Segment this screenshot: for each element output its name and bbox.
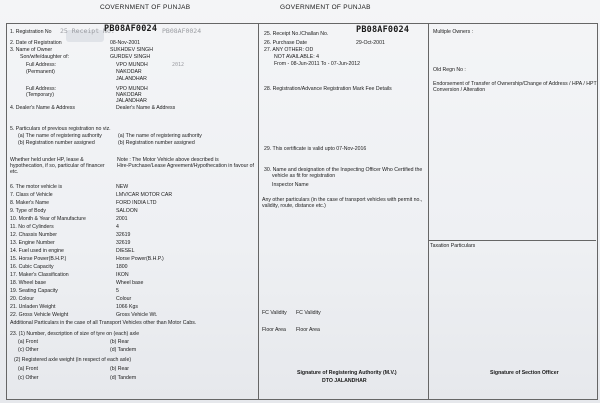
- body-label: 9. Type of Body: [10, 208, 46, 214]
- reg-date-label: 2. Date of Registration: [10, 40, 62, 46]
- colour-label: 20. Colour: [10, 296, 34, 302]
- tyre-label: 23. (1) Number, description of size of tyre on (each) axle: [10, 331, 140, 337]
- fc-validity-label: FC Validity: [262, 310, 287, 316]
- inspecting-officer-line-1: 30. Name and designation of the Inspecting Officer Who Certified the: [264, 167, 423, 173]
- axle-label: (2) Registered axle weight (in respect of each axle): [14, 357, 132, 363]
- maker-value: FORD INDIA LTD: [116, 200, 157, 206]
- temp-address-label: Full Address:: [26, 86, 56, 92]
- tyre-front: (a) Front: [18, 339, 38, 345]
- column-divider-2: [428, 23, 429, 400]
- prev-reg-number-right: (b) Registration number assigned: [118, 140, 195, 146]
- axle-other: (c) Other: [18, 375, 39, 381]
- prev-reg-authority-right: (a) The name of registering authority: [118, 133, 202, 139]
- perm-address-type: (Permanent): [26, 69, 55, 75]
- receipt-value: PB08AF0024: [356, 25, 410, 35]
- registration-number-ghost: PB08AF0024: [162, 27, 202, 35]
- owner-label: 3. Name of Owner: [10, 47, 53, 53]
- reg-no-prefix: 25 Receipt No.: [60, 27, 115, 35]
- reg-date-value: 08-Nov-2001: [110, 40, 140, 46]
- taxation-divider: [428, 240, 596, 241]
- purchase-label: 26. Purchase Date: [264, 40, 307, 46]
- horse-power-label: 15. Horse Power(B.H.P.): [10, 256, 67, 262]
- purchase-value: 29-Oct-2001: [356, 40, 385, 46]
- hp-label-line-2: hypothecation, if so, particular of financer: [10, 163, 105, 169]
- perm-address-label: Full Address:: [26, 62, 56, 68]
- multiple-owners: Multiple Owners :: [433, 29, 474, 35]
- tyre-tandem: (d) Tandem: [110, 347, 137, 353]
- perm-address-line-1: VPO MUNDH: [116, 62, 148, 68]
- registering-authority-signature: Signature of Registering Authority (M.V.): [297, 370, 397, 376]
- maker-label: 8. Maker's Name: [10, 200, 50, 206]
- month-year-value: 2001: [116, 216, 128, 222]
- wheel-base-value: Wheel base: [116, 280, 144, 286]
- valid-upto: 29. This certificate is valid upto 07-Nov-2016: [264, 146, 367, 152]
- chassis-value: 32619: [116, 232, 131, 238]
- gross-weight-label: 22. Gross Vehicle Weight: [10, 312, 69, 318]
- perm-address-line-3: JALANDHAR: [116, 76, 147, 82]
- reg-mark-fee-label: 28. Registration/Advance Registration Mark Fee Details: [264, 86, 392, 92]
- cylinders-label: 11. No of Cylinders: [10, 224, 54, 230]
- class-label: 7. Class of Vehicle: [10, 192, 53, 198]
- validity-range: From - 08-Jun-2011 To - 07-Jun-2012: [274, 61, 361, 67]
- temp-address-line-1: VPO MUNDH: [116, 86, 148, 92]
- hp-note-line-1: Note : The Motor Vehicle above described is: [117, 157, 219, 163]
- motor-vehicle-value: NEW: [116, 184, 129, 190]
- form-frame: [6, 23, 598, 400]
- prev-reg-authority-left: (a) The name of registering authority: [18, 133, 102, 139]
- any-other-particulars-line-1: Any other particulars (in the case of transport vehicles with permit no.,: [262, 197, 423, 203]
- registering-authority-office: DTO JALANDHAR: [322, 378, 367, 384]
- receipt-label: 25. Receipt No./Challan No.: [264, 31, 329, 37]
- seating-value: 5: [116, 288, 119, 294]
- taxation-particulars: Taxation Particulars: [430, 243, 476, 249]
- gross-weight-value: Gross Vehicle Wt.: [116, 312, 158, 318]
- hp-label-line-3: etc.: [10, 169, 19, 175]
- perm-address-line-2: NAKODAR: [116, 69, 142, 75]
- endorsement-line-1: Endorsement of Transfer of Ownership/Change of Address / HPA / HPT: [433, 81, 597, 87]
- tyre-other: (c) Other: [18, 347, 39, 353]
- reg-no-label: 1. Registration No: [10, 29, 52, 35]
- hp-label-line-1: Whether held under HP, lease &: [10, 157, 84, 163]
- relation-value: GURDEV SINGH: [110, 54, 151, 60]
- motor-vehicle-label: 6. The motor vehicle is: [10, 184, 63, 190]
- axle-front: (a) Front: [18, 366, 38, 372]
- fc-validity-value: FC Validity: [296, 310, 321, 316]
- inspecting-officer-line-2: vehicle as fit for registration: [272, 173, 336, 179]
- document-header: [0, 0, 600, 14]
- relation-label: Son/wife/daughter of:: [20, 54, 70, 60]
- dealer-label: 4. Dealer's Name & Address: [10, 105, 75, 111]
- header-right-title: GOVERNMENT OF PUNJAB: [280, 4, 371, 11]
- class-value: LMV/CAR MOTOR CAR: [116, 192, 173, 198]
- other-label: 27. ANY OTHER: OD: [264, 47, 314, 53]
- body-value: SALOON: [116, 208, 138, 214]
- cubic-capacity-label: 16. Cubic Capacity: [10, 264, 54, 270]
- tyre-rear: (b) Rear: [110, 339, 130, 345]
- header-left-title: COVERNMENT OF PUNJAB: [100, 4, 191, 11]
- temp-address-line-2: NAKODAR: [116, 92, 142, 98]
- fuel-value: DIESEL: [116, 248, 135, 254]
- unladen-weight-label: 21. Unladen Weight: [10, 304, 56, 310]
- unladen-weight-value: 1066 Kgs: [116, 304, 138, 310]
- column-divider-1: [258, 23, 259, 400]
- section-officer-signature: Signature of Section Officer: [490, 370, 559, 376]
- perm-address-ghost: 2012: [172, 62, 185, 68]
- any-other-particulars-line-2: validity, route, distance etc.): [262, 203, 326, 209]
- wheel-base-label: 18. Wheel base: [10, 280, 47, 286]
- prev-reg-number-left: (b) Registration number assigned: [18, 140, 95, 146]
- dealer-value: Dealer's Name & Address: [116, 105, 176, 111]
- temp-address-type: (Temporary): [26, 92, 54, 98]
- floor-area-value: Floor Area: [296, 327, 320, 333]
- cylinders-value: 4: [116, 224, 119, 230]
- horse-power-value: Horse Power(B.H.P.): [116, 256, 164, 262]
- registration-number: PB08AF0024: [104, 24, 158, 34]
- old-regn-no: Old Regn No :: [433, 67, 466, 73]
- hp-note-line-2: Hire-Purchase/Lease Agreement/Hypothecation in favour of: [117, 163, 254, 169]
- engine-label: 13. Engine Number: [10, 240, 55, 246]
- inspector-name: Inspector Name: [272, 182, 309, 188]
- additional-particulars: Additional Particulars in the case of all Transport Vehicles other than Motor Cabs.: [10, 320, 197, 326]
- month-year-label: 10. Month & Year of Manufacture: [10, 216, 86, 222]
- prev-reg-label: 5. Particulars of previous registration no viz.: [10, 126, 111, 132]
- fuel-label: 14. Fuel used in engine: [10, 248, 64, 254]
- chassis-label: 12. Chassis Number: [10, 232, 57, 238]
- colour-value: Colour: [116, 296, 132, 302]
- seating-label: 19. Seating Capacity: [10, 288, 58, 294]
- endorsement-line-2: Conversion / Alteration: [433, 87, 486, 93]
- owner-value: SUKHDEV SINGH: [110, 47, 153, 53]
- floor-area-label: Floor Area: [262, 327, 286, 333]
- not-available: NOT AVAILABLE: 4: [274, 54, 319, 60]
- engine-value: 32619: [116, 240, 131, 246]
- maker-class-value: IKON: [116, 272, 129, 278]
- cubic-capacity-value: 1800: [116, 264, 128, 270]
- maker-class-label: 17. Maker's Classification: [10, 272, 69, 278]
- axle-tandem: (d) Tandem: [110, 375, 137, 381]
- axle-rear: (b) Rear: [110, 366, 130, 372]
- temp-address-line-3: JALANDHAR: [116, 98, 147, 104]
